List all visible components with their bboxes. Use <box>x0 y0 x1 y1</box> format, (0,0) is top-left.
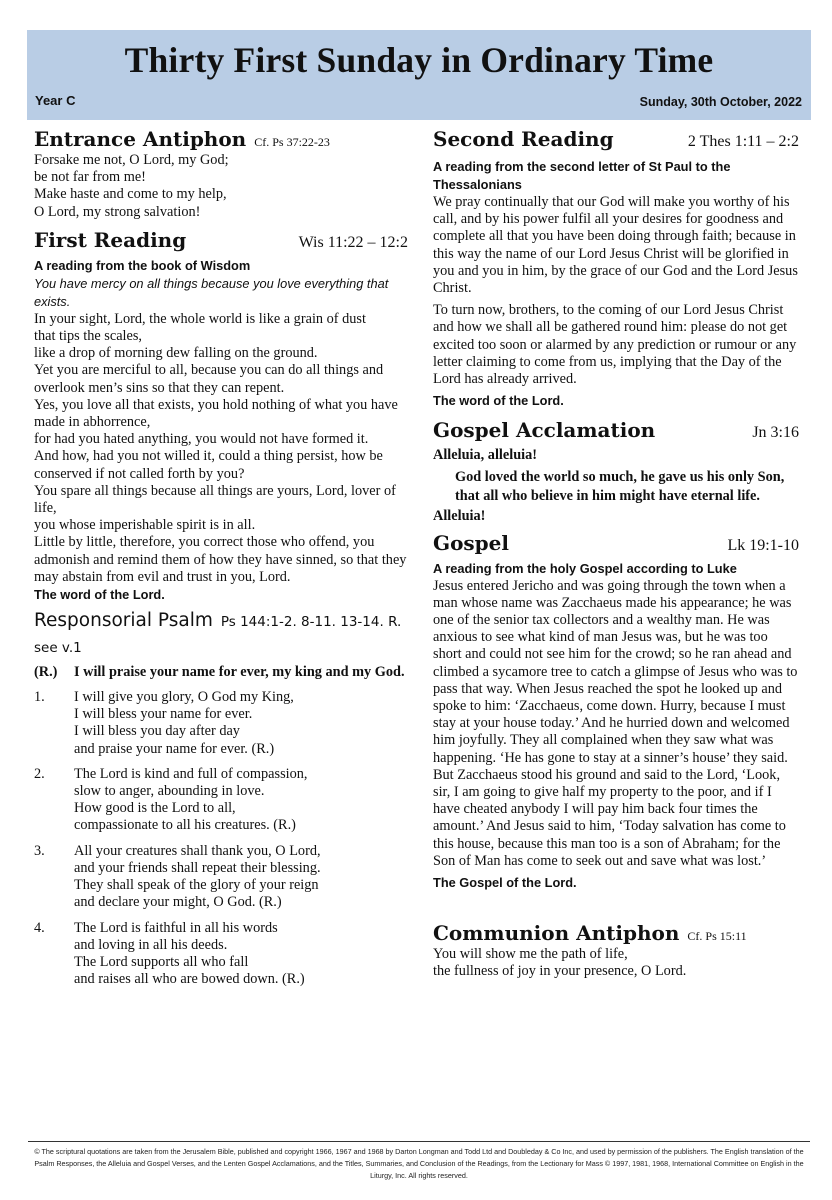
gospel-ref: Lk 19:1-10 <box>727 536 799 554</box>
first-reading-ending: The word of the Lord. <box>34 587 165 603</box>
page-title: Thirty First Sunday in Ordinary Time <box>124 40 714 80</box>
stanza-line: They shall speak of the glory of your reign <box>74 877 319 894</box>
title-banner <box>27 30 811 120</box>
stanza-line: and loving in all his deeds. <box>74 936 228 953</box>
copyright-footer: © The scriptural quotations are taken from the Jerusalem Bible, published and copyright 1966, 1967 and 1968 by Darton Longman and Todd Ltd and Doubleday & Co Inc, and used by permission of the publishers. The English translation of the Psalm Responses, the Alleluia and Gospel Verses, and the Lenten Gospel Acclamations, and the Titles, Summaries, and Conclusion of the Readings, from the Lectionary for Mass © 1997, 1981, 1968, International Committee on English in the Liturgy, Inc. All rights reserved. <box>28 1141 810 1182</box>
communion-antiphon-section <box>433 918 799 980</box>
second-reading-ref: 2 Thes 1:11 – 2:2 <box>687 133 799 150</box>
reading-line: In your sight, Lord, the whole world is like a grain of dust <box>34 310 366 327</box>
antiphon-line: O Lord, my strong salvation! <box>34 203 201 220</box>
gospel-acclamation-heading: Gospel Acclamation <box>433 418 656 443</box>
first-reading-subtitle: You have mercy on all things because you love everything that exists. <box>34 275 389 309</box>
first-reading-intro: A reading from the book of Wisdom <box>34 257 251 273</box>
stanza-line: slow to anger, abounding in love. <box>74 783 265 800</box>
reading-line: like a drop of morning dew falling on the ground. <box>34 345 318 362</box>
stanza-line: I will bless your name for ever. <box>74 706 253 723</box>
entrance-antiphon-ref: Cf. Ps 37:22-23 <box>254 135 330 149</box>
second-reading-heading: Second Reading <box>433 127 614 151</box>
antiphon-line: be not far from me! <box>34 169 146 186</box>
responsorial-psalm-section <box>34 608 408 988</box>
communion-antiphon-heading: Communion Antiphon Cf. Ps 15:11 <box>433 921 747 946</box>
right-column <box>433 124 799 981</box>
reading-line: Yes, you love all that exists, you hold nothing of what you have made in abhorrence, <box>34 396 398 431</box>
reading-line: for had you hated anything, you would not have formed it. <box>34 431 369 448</box>
left-column <box>34 124 408 988</box>
reading-paragraph: We pray continually that our God will make you worthy of his call, and by his power fulfil all your desires for goodness and complete all that you have been doing through faith; because in this way the name of our Lord Jesus Christ will be glorified in you and you in him, by the grace of our God and the Lord Jesus Christ. <box>433 194 798 297</box>
gospel-acclamation-section <box>433 415 799 525</box>
response-label: (R.) <box>34 664 58 681</box>
stanza-line: The Lord supports all who fall <box>74 953 249 970</box>
antiphon-line: Make haste and come to my help, <box>34 186 227 203</box>
stanza-line: I will bless you day after day <box>74 723 240 740</box>
psalm-response <box>34 663 408 681</box>
gospel-intro: A reading from the holy Gospel according to Luke <box>433 560 737 576</box>
stanza-number: 3. <box>34 842 45 859</box>
stanza-line: I will give you glory, O God my King, <box>74 689 294 706</box>
psalm-stanza <box>34 920 408 989</box>
communion-antiphon-ref: Cf. Ps 15:11 <box>687 929 747 944</box>
stanza-line: and praise your name for ever. (R.) <box>74 740 275 757</box>
stanza-line: compassionate to all his creatures. (R.) <box>74 817 296 834</box>
second-reading-ending: The word of the Lord. <box>433 393 564 409</box>
gospel-heading: Gospel <box>433 530 509 555</box>
reading-line: Little by little, therefore, you correct those who offend, you admonish and remind them of how they have sinned, so that they may abstain from evil and trust in you, Lord. <box>34 534 407 585</box>
acclamation-verse: God loved the world so much, he gave us his only Son, that all who believe in him might have eternal life. <box>455 469 785 504</box>
psalm-stanza <box>34 843 408 912</box>
second-reading-intro: A reading from the second letter of St Paul to the Thessalonians <box>433 159 731 192</box>
psalm-ref: Ps 144:1-2. 8-11. 13-14. R. see v.1 <box>34 614 402 657</box>
gospel-ending: The Gospel of the Lord. <box>433 875 577 891</box>
reading-paragraph: To turn now, brothers, to the coming of our Lord Jesus Christ and how we shall all be gathered round him: please do not get excited too soon or alarmed by any prediction or rumour or any letter claiming to come from us, implying that the Day of the Lord has already arrived. <box>433 302 797 388</box>
gospel-section <box>433 528 799 892</box>
year-label: Year C <box>35 93 76 108</box>
reading-line: you whose imperishable spirit is in all. <box>34 517 256 534</box>
antiphon-line: Forsake me not, O Lord, my God; <box>34 152 229 168</box>
gospel-text: Jesus entered Jericho and was going through the town when a man whose name was Zacchaeus made his appearance; he was one of the senior tax collectors and a wealthy man. He was anxious to see what kind of man Jesus was, but he was too short and could not see him for the crowd; so he ran ahead and climbed a sycamore tree to catch a glimpse of Jesus who was to pass that way. When Jesus reached the spot he looked up and spoke to him: ‘Zacchaeus, come down. Hurry, because I must stay at your house today.’ And he hurried down and welcomed him joyfully. They all complained when they saw what was happening. ‘He has gone to stay at a sinner’s house’ they said. But Zacchaeus stood his ground and said to the Lord, ‘Look, sir, I am going to give half my property to the poor, and if I have cheated anybody I will pay him back four times the amount.’ And Jesus said to him, ‘Today salvation has come to this house, because this man too is a son of Abraham; for the Son of Man has come to seek out and save what was lost.’ <box>433 577 798 869</box>
reading-line: that tips the scales, <box>34 328 142 345</box>
entrance-antiphon-heading: Entrance Antiphon Cf. Ps 37:22-23 <box>34 127 330 151</box>
stanza-line: and declare your might, O God. (R.) <box>74 894 282 911</box>
reading-line: You spare all things because all things are yours, Lord, lover of life, <box>34 482 396 517</box>
stanza-line: The Lord is kind and full of compassion, <box>74 765 308 782</box>
psalm-heading: Responsorial Psalm <box>34 610 213 632</box>
stanza-number: 4. <box>34 919 45 936</box>
psalm-stanza <box>34 766 408 835</box>
entrance-antiphon-section <box>34 124 408 221</box>
alleluia-open: Alleluia, alleluia! <box>433 447 538 464</box>
psalm-stanza <box>34 689 408 758</box>
reading-line: Yet you are merciful to all, because you can do all things and overlook men’s sins so that they can repent. <box>34 362 384 396</box>
reading-line: And how, had you not willed it, could a thing persist, how be conserved if not called forth by you? <box>34 448 383 482</box>
first-reading-section <box>34 225 408 604</box>
gospel-acclamation-ref: Jn 3:16 <box>752 424 799 442</box>
stanza-line: How good is the Lord to all, <box>74 800 236 817</box>
stanza-line: and your friends shall repeat their blessing. <box>74 859 321 876</box>
second-reading-section <box>433 124 799 410</box>
stanza-number: 2. <box>34 765 45 782</box>
first-reading-ref: Wis 11:22 – 12:2 <box>298 233 408 251</box>
response-text: I will praise your name for ever, my king and my God. <box>74 664 405 681</box>
first-reading-heading: First Reading <box>34 227 187 252</box>
date-label: Sunday, 30th October, 2022 <box>639 95 802 109</box>
stanza-line: All your creatures shall thank you, O Lord, <box>74 842 321 859</box>
antiphon-line: the fullness of joy in your presence, O Lord. <box>433 963 687 980</box>
antiphon-line: You will show me the path of life, <box>433 946 628 963</box>
stanza-number: 1. <box>34 689 45 706</box>
alleluia-close: Alleluia! <box>433 508 486 525</box>
stanza-line: The Lord is faithful in all his words <box>74 919 278 936</box>
stanza-line: and raises all who are bowed down. (R.) <box>74 971 305 988</box>
